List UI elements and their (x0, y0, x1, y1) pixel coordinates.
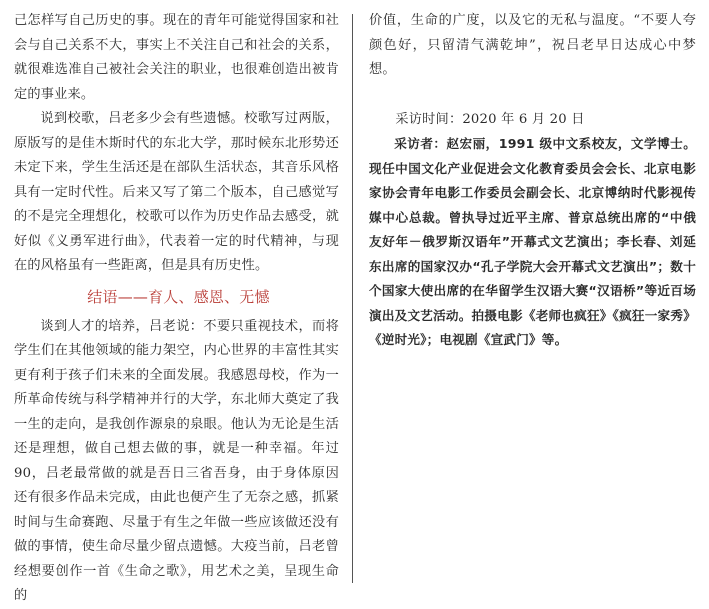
paragraph: 说到校歌，吕老多少会有些遗憾。校歌写过两版，原版写的是佳木斯时代的东北大学，那时候东北形势还未定下来，学生生活还是在部队生活状态，其音乐风格具有一定时代性。后来又写了第二个版本，自己感觉写的不是完全理想化，校歌可以作为历史作品去感受，就好似《义勇军进行曲》，代表着一定的时代精神，与现在的风格虽有一些距离，但是具有历史性。 (14, 111, 339, 273)
section-heading: 结语——育人、感恩、无憾 (87, 287, 270, 306)
column-divider (352, 14, 353, 583)
interview-time: 采访时间：2020 年 6 月 20 日 (395, 111, 585, 127)
paragraph: 谈到人才的培养，吕老说：不要只重视技术，而将学生们在其他领域的能力架空，内心世界的丰富性其实更有利于孩子们未来的全面发展。我感恩母校，作为一所革命传统与科学精神并行的大学，东北师大奠定了我一生的走向，是我创作源泉的泉眼。他认为无论是生活还是理想，做自己想去做的事，就是一种幸福。年过90，吕老最常做的就是吾日三省吾身，由于身体原因还有很多作品未完成，由此也便产生了无奈之感，抓紧时间与生命赛跑、尽量于有生之年做一些应该做还没有做的事情，使生命尽量少留点遗憾。大疫当前，吕老曾经想要创作一首《生命之歌》，用艺术之美，呈现生命的 (14, 318, 339, 603)
paragraph: 己怎样写自己历史的事。现在的青年可能觉得国家和社会与自己关系不大，事实上不关注自己和社会的关系，就很难选准自己被社会关注的职业，也很难创造出被肯定的事业来。 (14, 13, 339, 102)
left-column (14, 0, 339, 609)
right-column (369, 0, 696, 353)
paragraph: 价值，生命的广度，以及它的无私与温度。“不要人夸颜色好，只留清气满乾坤”，祝吕老早日达成心中梦想。 (369, 13, 696, 77)
interviewer-bio: 采访者：赵宏丽，1991 级中文系校友，文学博士。现任中国文化产业促进会文化教育委员会会长、北京电影家协会青年电影工作委员会副会长、北京博纳时代影视传媒中心总裁。曾执导过近平主席、普京总统出席的“中俄友好年－俄罗斯汉语年”开幕式文艺演出；李长春、刘延东出席的国家汉办“孔子学院大会开幕式文艺演出”；数十个国家大使出席的在华留学生汉语大赛“汉语桥”等近百场演出及文艺活动。拍摄电影《老师也疯狂》《疯狂一家秀》《逆时光》；电视剧《宣武门》等。 (369, 136, 696, 347)
